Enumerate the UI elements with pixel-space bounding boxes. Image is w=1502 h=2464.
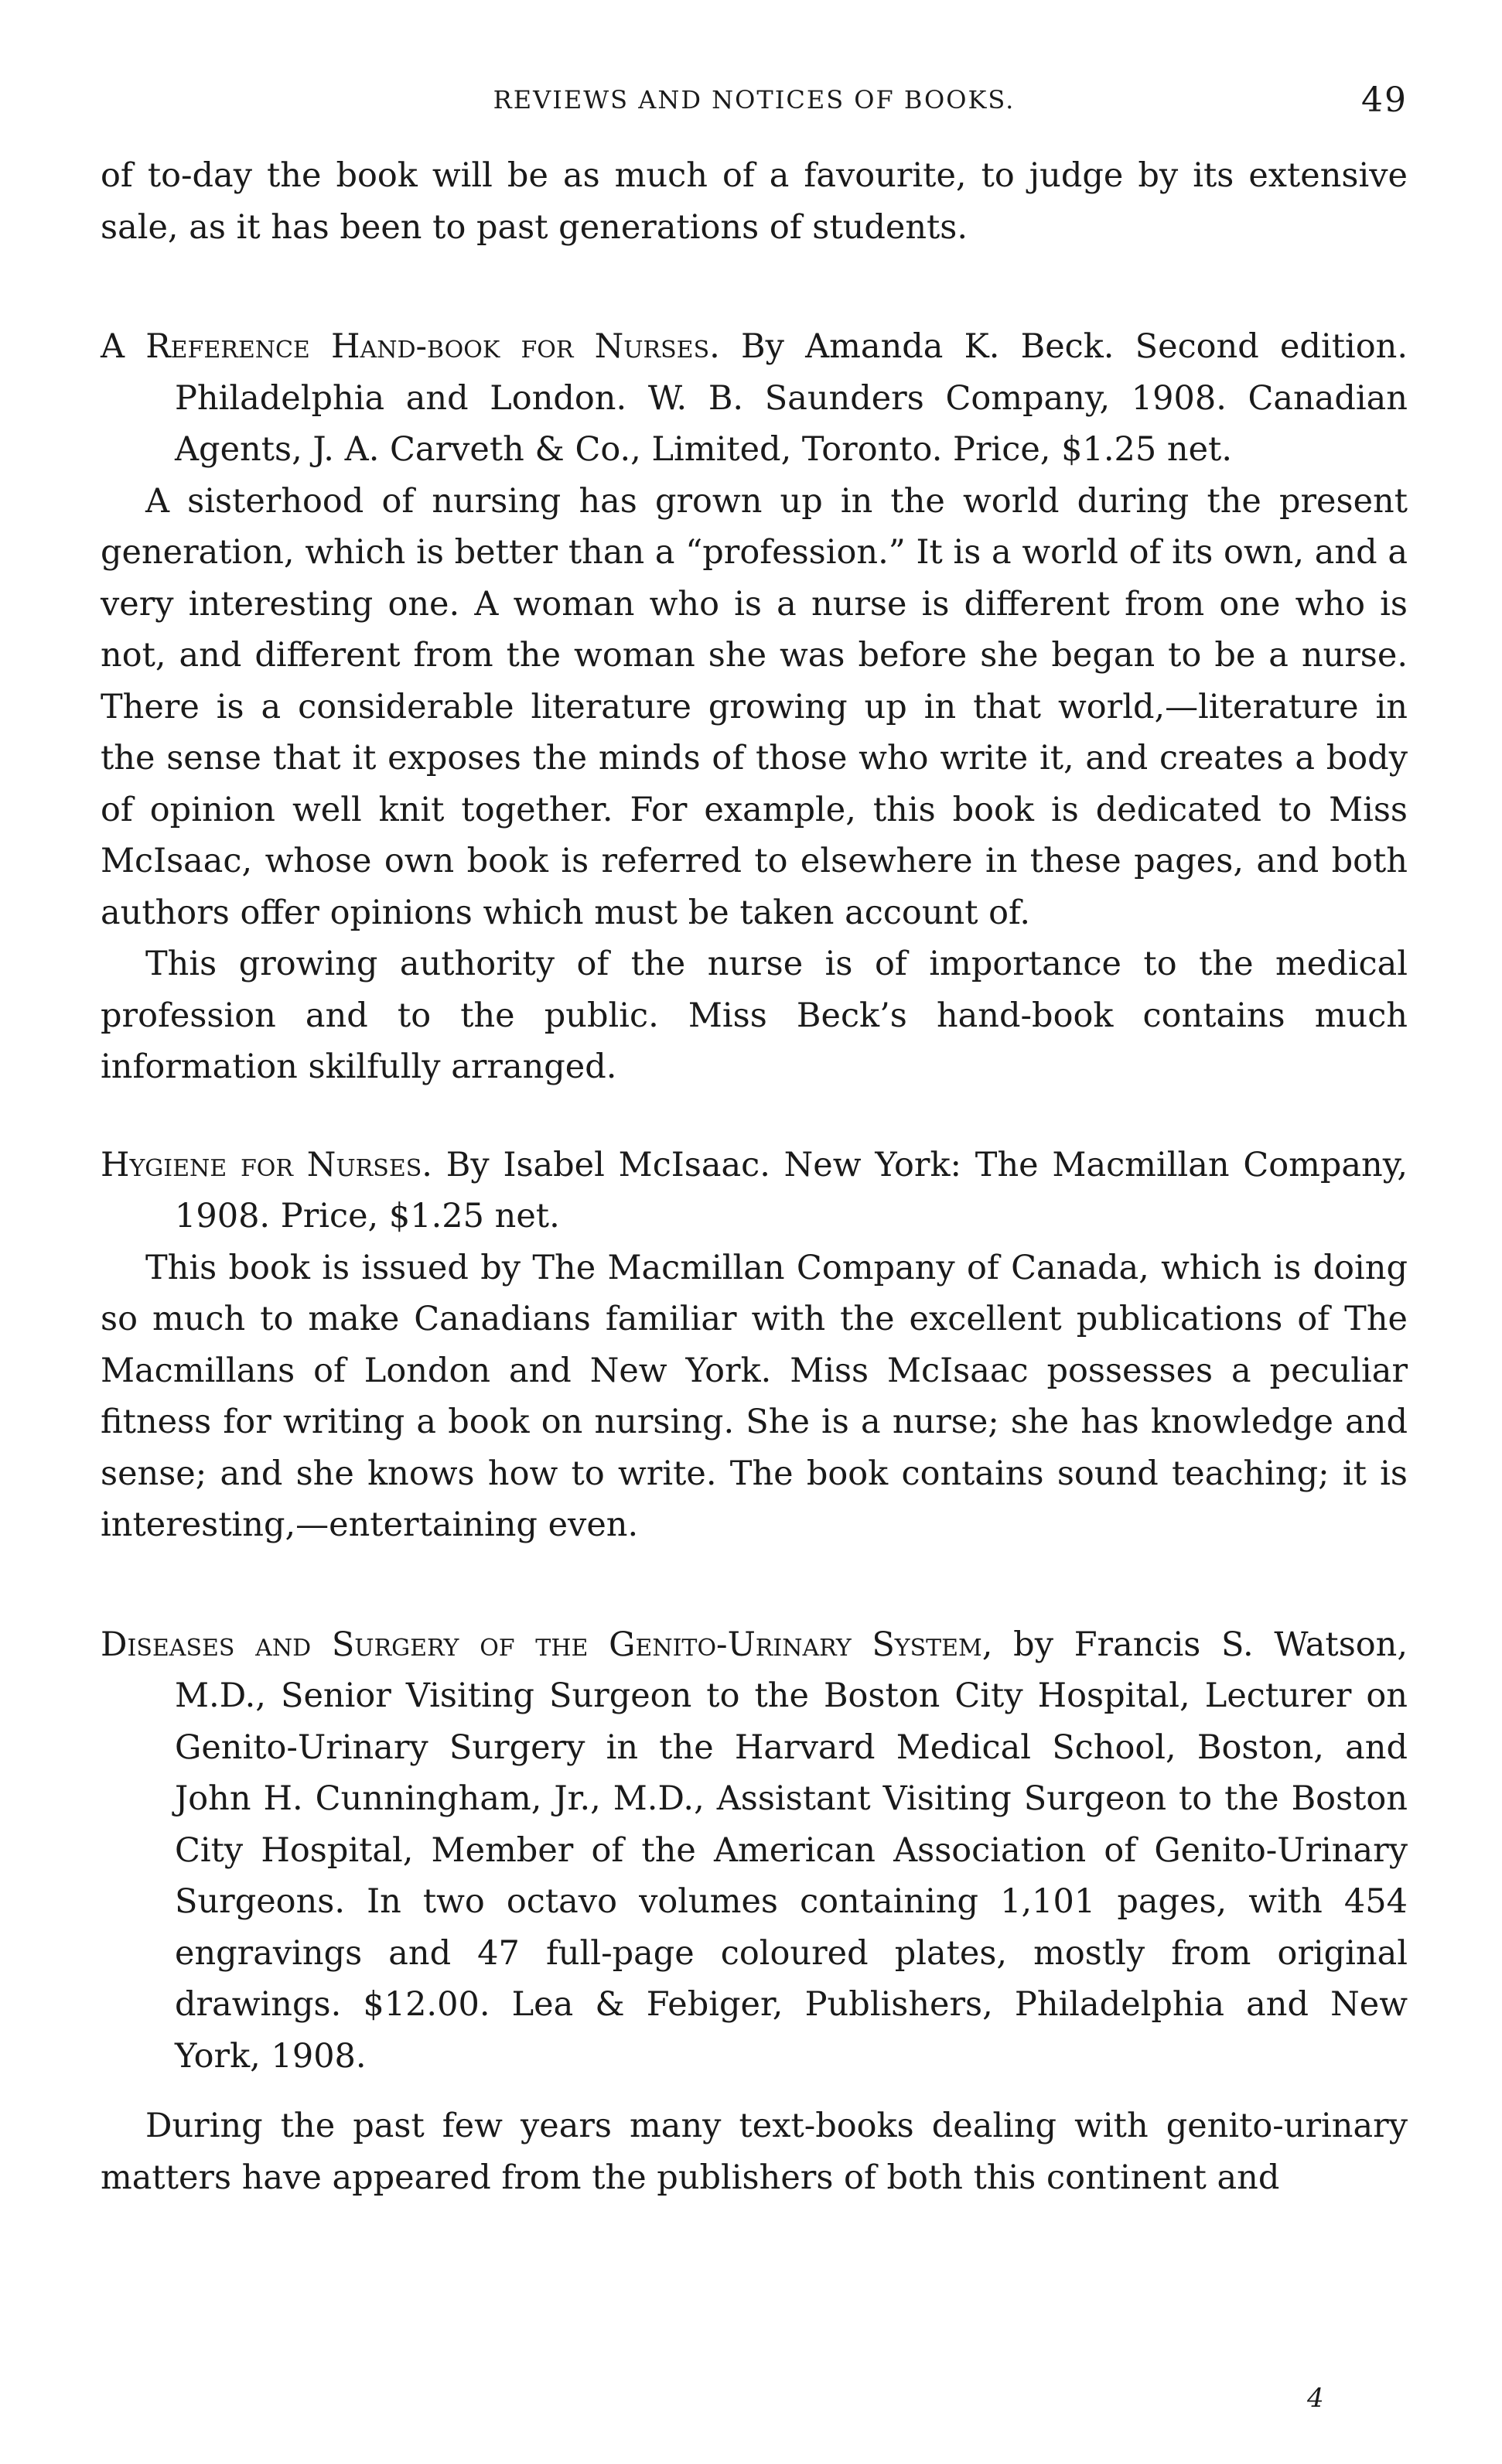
review-paragraph: A sisterhood of nursing has grown up in the world during the present generation, which is better than a “profession.” It is a world of its own, and a very interesting one. A woman who is a nurse is different from one who is not, and different from the woman she was before she began to be a nurse. There is a considerable literature growing up in that world,—literature in the sense that it exposes the minds of those who write it, and creates a body of opinion well knit together. For example, this book is dedicated to Miss McIsaac, whose own book is referred to elsewhere in these pages, and both authors offer opinions which must be taken account of.: [101, 481, 1408, 932]
page: [101, 80, 1408, 2203]
review-paragraph: This growing authority of the nurse is of importance to the medical profession and to the public. Miss Beck’s hand-book contains much information skilfully arranged.: [101, 945, 1408, 1086]
review-heading: [101, 321, 1408, 476]
book-title: A Reference Hand-book for Nurses.: [101, 327, 720, 366]
book-details: By Isabel McIsaac. New York: The Macmillan Company, 1908. Price, $1.25 net.: [175, 1145, 1408, 1235]
review-paragraph: This book is issued by The Macmillan Company of Canada, which is doing so much to make Canadians familiar with the excellent publications of The Macmillans of London and New York. Miss McIsaac possesses a peculiar fitness for writing a book on nursing. She is a nurse; she has knowledge and sense; and she knows how to write. The book contains sound teaching; it is interesting,—entertaining even.: [101, 1248, 1408, 1544]
running-head: [101, 80, 1408, 132]
review-hygiene-for-nurses: [101, 1140, 1408, 1551]
signature-mark: 4: [1307, 2383, 1324, 2414]
continuation-paragraph: of to-day the book will be as much of a favourite, to judge by its extensive sale, as it has been to past generations of students.: [101, 156, 1408, 247]
page-number: 49: [1361, 80, 1408, 120]
review-heading: [101, 1619, 1408, 2083]
review-paragraph: During the past few years many text-books dealing with genito-urinary matters have appeared from the publishers of both this continent and: [101, 2107, 1408, 2197]
review-reference-handbook: [101, 321, 1408, 1093]
book-details: by Francis S. Watson, M.D., Senior Visiting Surgeon to the Boston City Hospital, Lecturer on Genito-Urinary Surgery in the Harvard Medical School, Boston, and John H. Cunningham, Jr., M.D., Assistant Visiting Surgeon to the Boston City Hospital, Member of the American Association of Genito-Urinary Surgeons. In two octavo volumes containing 1,101 pages, with 454 engravings and 47 full-page coloured plates, mostly from original drawings. $12.00. Lea & Febiger, Publishers, Philadelphia and New York, 1908.: [175, 1625, 1408, 2076]
review-heading: [101, 1140, 1408, 1242]
review-genito-urinary: [101, 1619, 1408, 2204]
book-title: Diseases and Surgery of the Genito-Urinary System,: [101, 1625, 993, 1664]
book-title: Hygiene for Nurses.: [101, 1145, 432, 1184]
running-title: REVIEWS AND NOTICES OF BOOKS.: [493, 85, 1016, 114]
book-details: By Amanda K. Beck. Second edition. Philadelphia and London. W. B. Saunders Company, 1908. Canadian Agents, J. A. Carveth & Co., Limited, Toronto. Price, $1.25 net.: [175, 327, 1408, 469]
